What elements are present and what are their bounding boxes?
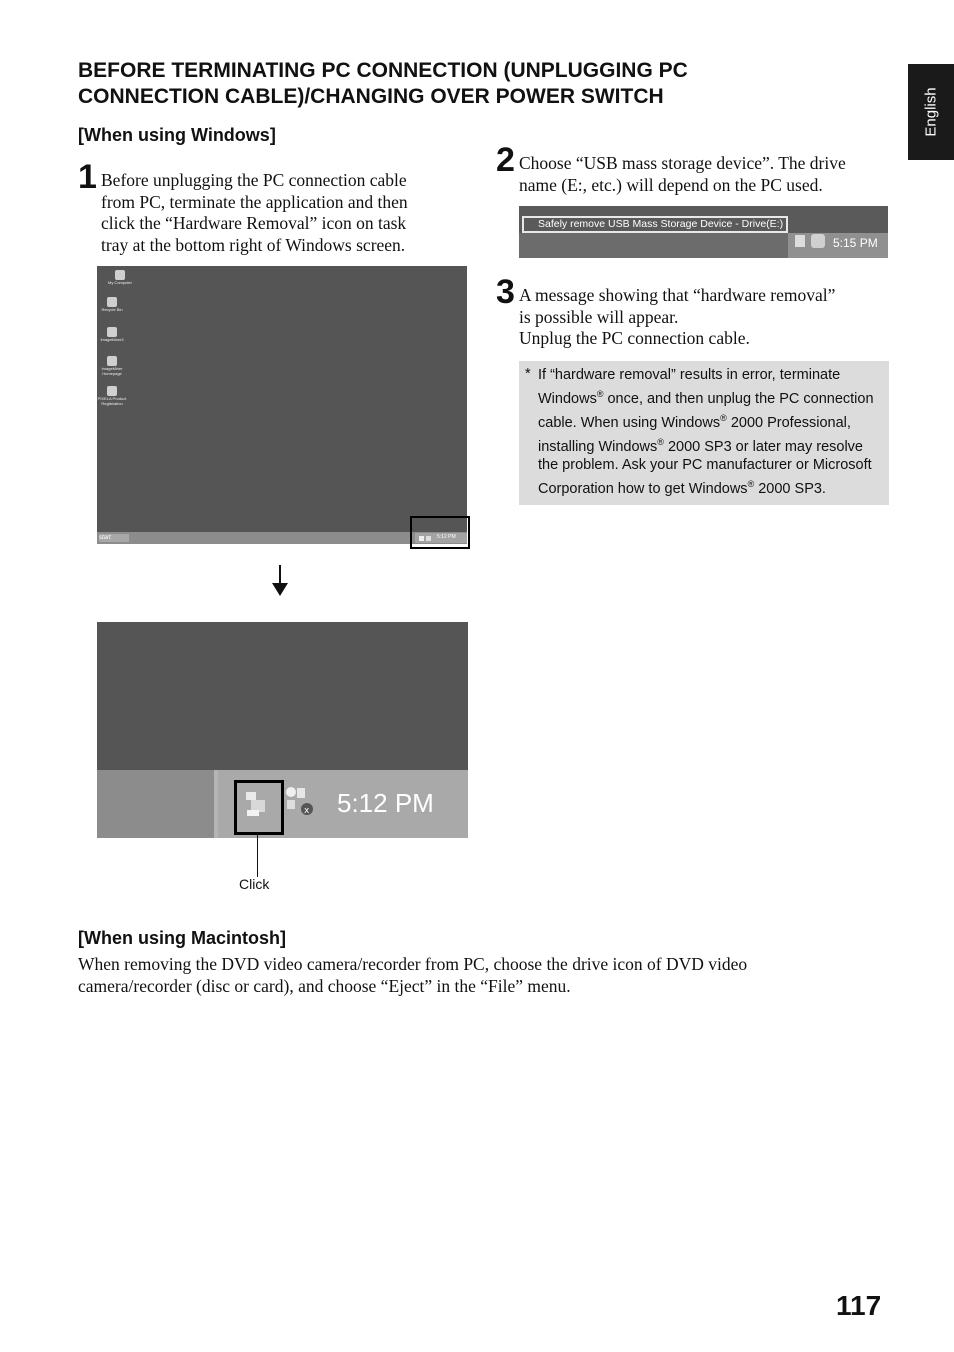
- application-icon: [107, 327, 117, 337]
- step-1-number: 1: [78, 158, 97, 196]
- step-2-text: [519, 153, 899, 196]
- hardware-removal-icon[interactable]: [795, 235, 805, 247]
- desktop-icon-label: PIXELA Product Registration: [97, 396, 127, 406]
- step-1-line: from PC, terminate the application and then: [101, 191, 408, 212]
- language-tab: [908, 64, 954, 160]
- popup-screenshot: [519, 206, 888, 258]
- desktop-icon-label: ImageMixer Homepage: [101, 366, 123, 376]
- step-1-line: tray at the bottom right of Windows screen.: [101, 234, 406, 255]
- step-2-line: Choose “USB mass storage device”. The drive: [519, 153, 846, 173]
- desktop-icon-recycle-bin[interactable]: [97, 297, 127, 312]
- mac-line: When removing the DVD video camera/recorder from PC, choose the drive icon of DVD video: [78, 954, 748, 974]
- note-segment: 2000 SP3.: [754, 481, 826, 498]
- document-icon: [107, 386, 117, 396]
- desktop-screenshot: [97, 266, 467, 544]
- network-icon: [811, 234, 825, 248]
- registered-mark: ®: [747, 479, 755, 490]
- step-1-text: [101, 170, 466, 256]
- desktop-icon-homepage[interactable]: [97, 356, 127, 376]
- step-1-line: click the “Hardware Removal” icon on task: [101, 213, 407, 233]
- mac-heading: [When using Macintosh]: [78, 928, 286, 948]
- step-2-number: 2: [496, 141, 515, 179]
- step-3-number: 3: [496, 273, 515, 311]
- title-line-2: CONNECTION CABLE)/CHANGING OVER POWER SWITCH: [78, 85, 664, 108]
- zoomed-tray-clock: 5:12 PM: [337, 788, 434, 818]
- note-text: [538, 366, 878, 499]
- note-segment: 2000 Professional, installing Windows: [538, 414, 851, 455]
- down-arrow-icon: [272, 583, 288, 596]
- desktop-icon-label: Recycle Bin: [101, 307, 123, 312]
- note-segment: 2000 SP3 or later may resolve the problem. Ask your PC manufacturer or Microsoft Corporation how to get Windows: [538, 438, 872, 498]
- desktop-icon-label: My Computer: [107, 280, 132, 285]
- icon-highlight-box: [234, 780, 284, 835]
- step-3-text: [519, 285, 899, 350]
- language-tab-label: English: [922, 87, 940, 137]
- down-arrow-shaft: [279, 565, 281, 585]
- registered-mark: ®: [720, 412, 727, 423]
- network-icon: [282, 784, 316, 818]
- safely-remove-menu-item[interactable]: Safely remove USB Mass Storage Device - Drive(E:): [522, 216, 788, 233]
- document-icon: [107, 356, 117, 366]
- mac-line: camera/recorder (disc or card), and choose “Eject” in the “File” menu.: [78, 975, 571, 996]
- desktop-icon-imagemixer[interactable]: [97, 327, 127, 342]
- step-3-line: A message showing that “hardware removal”: [519, 285, 836, 305]
- desktop-icon-label: ImageMixer3: [100, 337, 124, 342]
- tray-highlight-box: [410, 516, 470, 549]
- desktop-icon-my-computer[interactable]: [105, 270, 135, 285]
- desktop-icon-registration[interactable]: [97, 386, 127, 406]
- computer-icon: [115, 270, 125, 280]
- registered-mark: ®: [657, 436, 664, 447]
- note-segment: If “hardware removal” results in error, terminate Windows: [538, 367, 841, 407]
- page-number: 117: [836, 1290, 882, 1321]
- mac-text: [78, 954, 898, 997]
- step-3-line: is possible will appear.: [519, 306, 679, 327]
- step-2-line: name (E:, etc.) will depend on the PC used.: [519, 174, 823, 195]
- svg-text:x: x: [304, 806, 310, 816]
- step-1-line: Before unplugging the PC connection cable: [101, 170, 407, 190]
- tray-clock: 5:12 PM: [437, 534, 456, 540]
- callout-line: [257, 833, 258, 877]
- note-segment: once, and then unplug the PC connection cable. When using Windows: [538, 390, 874, 431]
- page-title: [78, 58, 838, 110]
- windows-heading: [When using Windows]: [78, 125, 276, 145]
- recycle-bin-icon: [107, 297, 117, 307]
- title-line-1: BEFORE TERMINATING PC CONNECTION (UNPLUGGING PC: [78, 59, 688, 82]
- registered-mark: ®: [596, 389, 604, 399]
- start-button[interactable]: start: [99, 534, 129, 542]
- step-3-line: Unplug the PC connection cable.: [519, 328, 750, 348]
- note-asterisk: *: [525, 366, 531, 382]
- click-label: Click: [239, 876, 270, 892]
- popup-clock: 5:15 PM: [833, 236, 878, 250]
